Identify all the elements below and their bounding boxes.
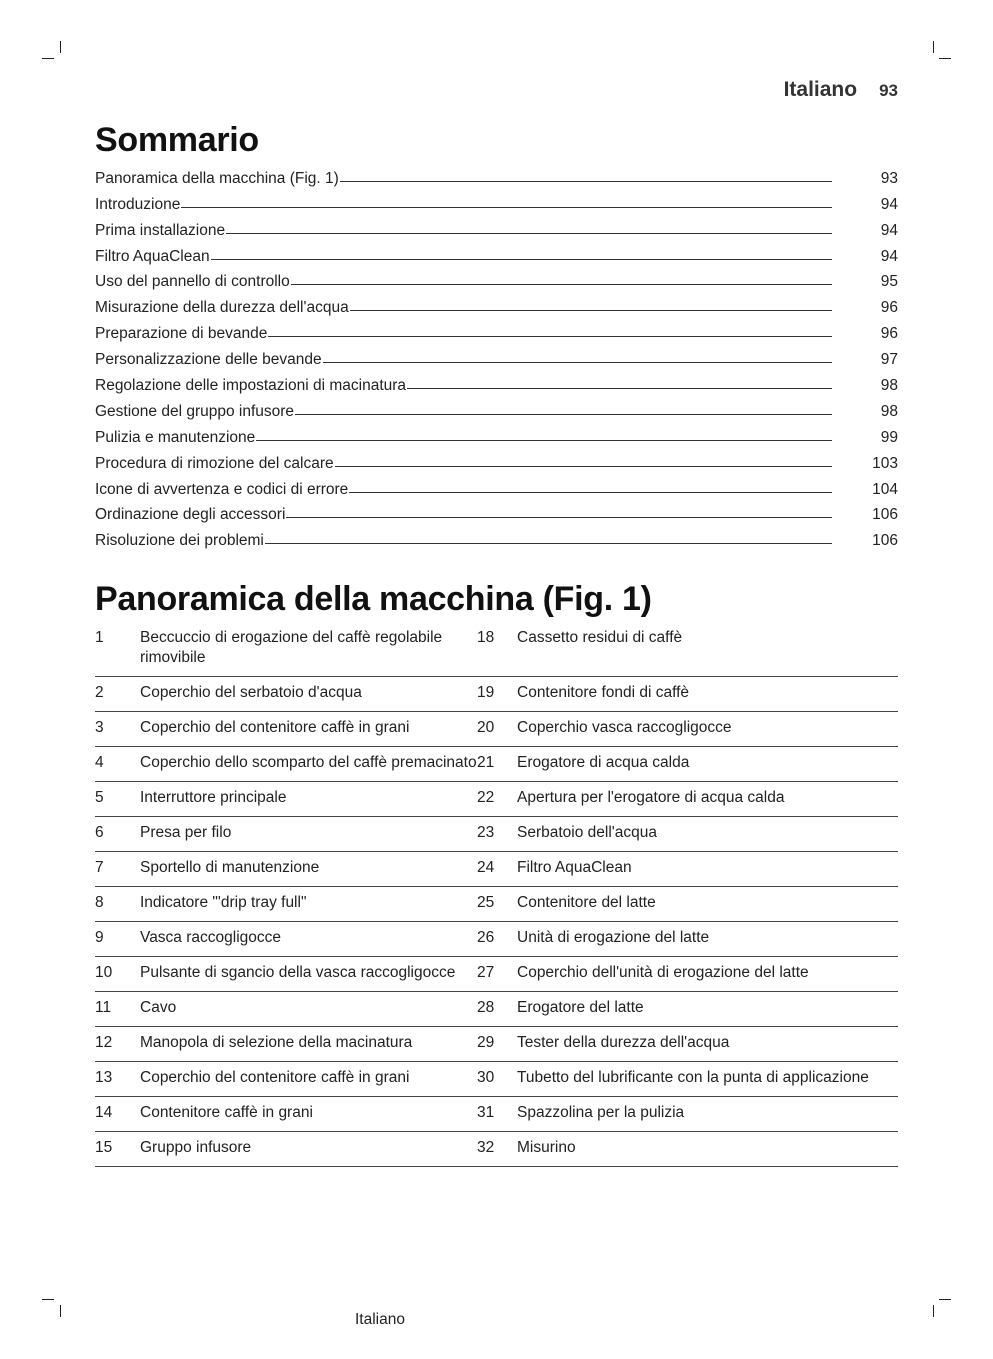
part-number: 1 (95, 629, 104, 646)
part-label: Erogatore di acqua calda (517, 754, 690, 771)
part-number: 9 (95, 929, 104, 946)
part-label: Contenitore fondi di caffè (517, 684, 690, 701)
part-label: Coperchio dello scomparto del caffè premacinato (140, 754, 477, 771)
toc-entry-page: 99 (880, 428, 898, 446)
crop-mark (933, 41, 934, 53)
toc-entry-page: 98 (880, 377, 898, 395)
part-label: Coperchio vasca raccogligocce (517, 719, 732, 736)
part-label: Contenitore del latte (517, 894, 656, 911)
part-number: 4 (95, 754, 104, 771)
toc-entry[interactable] (95, 317, 898, 343)
table-row (95, 817, 898, 852)
toc-entry-page: 104 (872, 480, 898, 498)
part-label: Serbatoio dell'acqua (517, 824, 657, 841)
toc-leader-line (268, 336, 832, 337)
toc-entry[interactable] (95, 369, 898, 395)
toc-entry-label: Icone di avvertenza e codici di errore (95, 480, 349, 498)
part-label: Unità di erogazione del latte (517, 929, 710, 946)
crop-mark (939, 1299, 951, 1300)
toc-leader-line (407, 388, 832, 389)
part-number: 6 (95, 824, 104, 841)
toc-entry[interactable] (95, 524, 898, 550)
part-number: 18 (477, 629, 495, 646)
toc-leader-line (226, 233, 832, 234)
part-number: 27 (477, 964, 495, 981)
table-row (95, 677, 898, 712)
part-number: 32 (477, 1139, 495, 1156)
toc-entry-page: 106 (872, 506, 898, 524)
part-number: 7 (95, 859, 104, 876)
part-number: 21 (477, 754, 495, 771)
crop-mark (60, 1305, 61, 1317)
crop-mark (939, 58, 951, 59)
part-label: Tester della durezza dell'acqua (517, 1034, 730, 1051)
toc-leader-line (295, 414, 832, 415)
toc-entry-page: 94 (880, 221, 898, 239)
toc-entry-page: 96 (880, 299, 898, 317)
toc-entry[interactable] (95, 291, 898, 317)
part-label: Cavo (140, 999, 177, 1016)
crop-mark (42, 1299, 54, 1300)
toc-leader-line (265, 543, 832, 544)
part-label: Misurino (517, 1139, 576, 1156)
toc-entry[interactable] (95, 343, 898, 369)
toc-leader-line (256, 440, 832, 441)
toc-entry-label: Filtro AquaClean (95, 247, 210, 265)
toc-entry-label: Regolazione delle impostazioni di macinatura (95, 377, 407, 395)
page-header (784, 78, 898, 102)
table-row (95, 1097, 898, 1132)
toc-entry-page: 96 (880, 325, 898, 343)
part-label: Pulsante di sgancio della vasca raccogligocce (140, 964, 456, 981)
table-row (95, 957, 898, 992)
toc-entry-label: Introduzione (95, 195, 181, 213)
part-number: 13 (95, 1069, 113, 1086)
table-row (95, 1132, 898, 1167)
part-label: Interruttore principale (140, 789, 287, 806)
toc-entry-label: Gestione del gruppo infusore (95, 402, 295, 420)
crop-mark (933, 1305, 934, 1317)
toc-entry[interactable] (95, 266, 898, 292)
part-label: Coperchio del contenitore caffè in grani (140, 719, 410, 736)
toc-entry-page: 95 (880, 273, 898, 291)
toc-entry-label: Pulizia e manutenzione (95, 428, 256, 446)
table-row (95, 747, 898, 782)
toc-leader-line (340, 181, 832, 182)
toc-entry-label: Ordinazione degli accessori (95, 506, 286, 524)
part-number: 30 (477, 1069, 495, 1086)
part-number: 10 (95, 964, 113, 981)
part-number: 24 (477, 859, 495, 876)
toc-entry-page: 98 (880, 402, 898, 420)
toc-leader-line (335, 466, 832, 467)
toc-entry[interactable] (95, 214, 898, 240)
table-of-contents (95, 162, 898, 550)
part-label: Spazzolina per la pulizia (517, 1104, 685, 1121)
part-label: Vasca raccogligocce (140, 929, 282, 946)
part-label: Tubetto del lubrificante con la punta di applicazione (517, 1069, 869, 1086)
toc-entry[interactable] (95, 240, 898, 266)
toc-entry-label: Panoramica della macchina (Fig. 1) (95, 169, 339, 187)
toc-entry[interactable] (95, 499, 898, 525)
table-row (95, 782, 898, 817)
toc-leader-line (323, 362, 832, 363)
toc-entry-label: Personalizzazione delle bevande (95, 351, 322, 369)
part-number: 8 (95, 894, 104, 911)
header-page-number: 93 (879, 81, 898, 100)
toc-entry[interactable] (95, 473, 898, 499)
crop-mark (60, 41, 61, 53)
footer-language: Italiano (355, 1311, 405, 1328)
table-row (95, 622, 898, 677)
part-label: Cassetto residui di caffè (517, 629, 683, 646)
toc-entry[interactable] (95, 421, 898, 447)
table-row (95, 1062, 898, 1097)
table-row (95, 992, 898, 1027)
toc-entry-label: Risoluzione dei problemi (95, 532, 264, 550)
part-number: 15 (95, 1139, 113, 1156)
part-number: 20 (477, 719, 495, 736)
part-number: 11 (95, 999, 112, 1016)
part-label: Coperchio del contenitore caffè in grani (140, 1069, 410, 1086)
part-label: Filtro AquaClean (517, 859, 632, 876)
toc-entry[interactable] (95, 395, 898, 421)
part-label: Manopola di selezione della macinatura (140, 1034, 413, 1051)
part-number: 14 (95, 1104, 113, 1121)
part-label: Contenitore caffè in grani (140, 1104, 313, 1121)
part-number: 31 (477, 1104, 495, 1121)
part-number: 22 (477, 789, 495, 806)
table-row (95, 922, 898, 957)
table-row (95, 712, 898, 747)
toc-leader-line (286, 517, 832, 518)
part-number: 19 (477, 684, 495, 701)
toc-leader-line (211, 259, 832, 260)
part-number: 26 (477, 929, 495, 946)
toc-entry-page: 103 (872, 454, 898, 472)
toc-entry-page: 97 (880, 351, 898, 369)
part-number: 5 (95, 789, 104, 806)
part-label: Sportello di manutenzione (140, 859, 320, 876)
toc-entry[interactable] (95, 162, 898, 188)
part-number: 29 (477, 1034, 495, 1051)
toc-entry-label: Uso del pannello di controllo (95, 273, 290, 291)
toc-entry[interactable] (95, 447, 898, 473)
part-label: Gruppo infusore (140, 1139, 252, 1156)
overview-title: Panoramica della macchina (Fig. 1) (95, 580, 652, 618)
table-row (95, 852, 898, 887)
toc-entry-page: 94 (880, 247, 898, 265)
part-label: Coperchio dell'unità di erogazione del latte (517, 964, 809, 981)
toc-leader-line (291, 284, 832, 285)
crop-mark (42, 58, 54, 59)
toc-entry-page: 93 (880, 169, 898, 187)
part-label: Presa per filo (140, 824, 232, 841)
toc-leader-line (349, 492, 832, 493)
parts-table (95, 622, 898, 1167)
toc-title: Sommario (95, 121, 259, 159)
toc-leader-line (350, 310, 832, 311)
part-label: Apertura per l'erogatore di acqua calda (517, 789, 785, 806)
part-number: 25 (477, 894, 495, 911)
part-label: Coperchio del serbatoio d'acqua (140, 684, 362, 701)
toc-entry-label: Preparazione di bevande (95, 325, 268, 343)
part-number: 23 (477, 824, 495, 841)
toc-entry-label: Misurazione della durezza dell'acqua (95, 299, 349, 317)
toc-entry-page: 106 (872, 532, 898, 550)
part-label: Indicatore "'drip tray full" (140, 894, 307, 911)
toc-leader-line (181, 207, 832, 208)
part-number: 3 (95, 719, 104, 736)
part-number: 2 (95, 684, 104, 701)
toc-entry-page: 94 (880, 195, 898, 213)
part-label: Beccuccio di erogazione del caffè regolabile rimovibile (140, 629, 443, 666)
table-row (95, 887, 898, 922)
part-number: 12 (95, 1034, 113, 1051)
part-label: Erogatore del latte (517, 999, 644, 1016)
toc-entry[interactable] (95, 188, 898, 214)
header-language: Italiano (783, 78, 858, 101)
part-number: 28 (477, 999, 495, 1016)
table-row (95, 1027, 898, 1062)
toc-entry-label: Prima installazione (95, 221, 226, 239)
toc-entry-label: Procedura di rimozione del calcare (95, 454, 334, 472)
